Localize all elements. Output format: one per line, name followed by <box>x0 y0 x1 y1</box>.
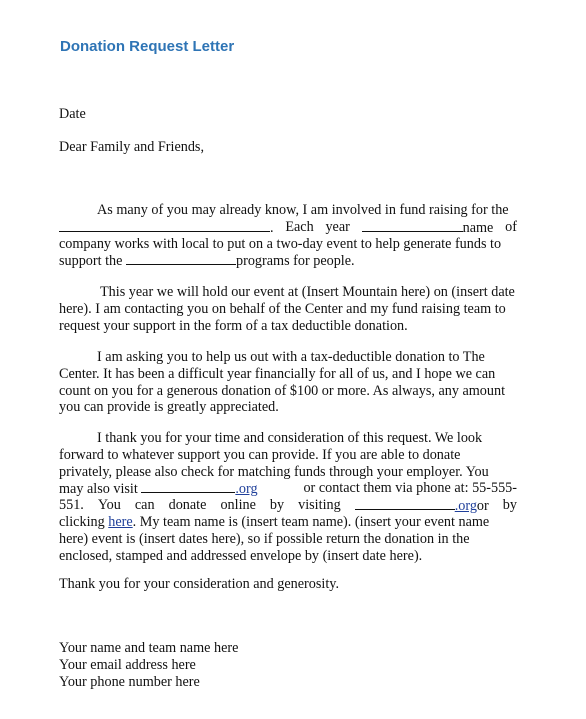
document-title: Donation Request Letter <box>60 38 235 55</box>
p4-line-4: may also visit .org or contact them via phone at: 55-555- <box>59 480 517 498</box>
here-link[interactable]: here <box>108 513 133 530</box>
org-link[interactable]: .org <box>235 481 258 498</box>
closing-line: Thank you for your consideration and generosity. <box>59 576 339 592</box>
signature-name: Your name and team name here <box>59 640 239 656</box>
signature-phone: Your phone number here <box>59 673 200 690</box>
paragraph-1 <box>59 202 517 269</box>
blank-line <box>362 219 463 232</box>
date-line: Date <box>59 106 86 122</box>
p4-line-5: 551. You can donate online by visiting .orgor by <box>59 497 517 515</box>
paragraph-2: This year we will hold our event at (Insert Mountain here) on (insert date here). I am contacting you on behalf of the Center and my fund raising team to request your support in the form of a tax deductible donation. <box>59 284 515 334</box>
paragraph-4: I thank you for your time and consideration of this request. We look forward to whatever support you can provide. If you are able to donate privately, please also check for matching funds through your employer. You may also visit .org or contact them via phone at: 55-555- 551. You can donate online by visiting .orgor by clicking here. My team name is (insert team name). (insert your event name here) event is (insert dates here), so if possible return the donation in the enclosed, stamped and addressed envelope by (insert date here). <box>59 430 517 564</box>
blank-line <box>59 219 270 232</box>
paragraph-3: I am asking you to help us out with a tax-deductible donation to The Center. It has been a difficult year financially for all of us, and I hope we can count on you for a generous donation of $100 or more. As always, any amount you can provide is greatly appreciated. <box>59 349 506 416</box>
salutation: Dear Family and Friends, <box>59 139 204 155</box>
blank-line <box>355 497 455 510</box>
blank-line <box>141 480 235 493</box>
p4-line-6: clicking here. My team name is (insert team name). (insert your event name <box>59 513 490 530</box>
p1-line-2: . Each year name of <box>59 219 517 236</box>
signature-email: Your email address here <box>59 656 196 673</box>
org-link-2[interactable]: .org <box>454 498 477 515</box>
p1-line-1: As many of you may already know, I am involved in fund raising for the <box>97 202 509 218</box>
signature-block <box>59 640 517 690</box>
p1-line-3: company works with local to put on a two-day event to help generate funds to <box>59 235 502 252</box>
p1-line-4: support the programs for people. <box>59 253 355 270</box>
blank-line <box>126 252 236 265</box>
